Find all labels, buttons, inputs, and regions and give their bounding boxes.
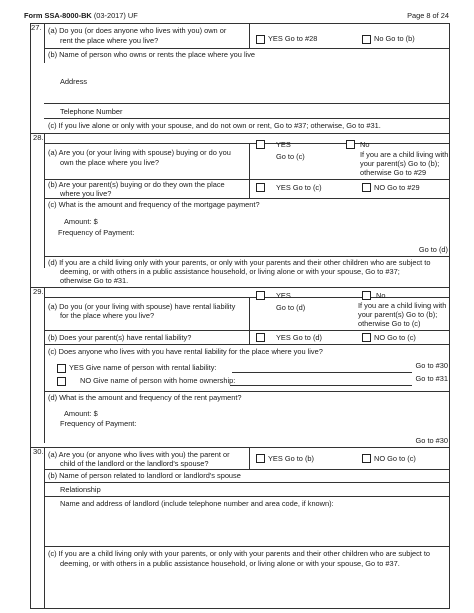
q27a-no-label: No Go to (b)	[374, 34, 415, 43]
q29a-no-note-2: your parent(s) Go to (b);	[358, 310, 438, 319]
q27-row-line	[44, 48, 449, 49]
q30-divider	[44, 447, 45, 608]
q27-divider	[44, 23, 45, 63]
q30a-no-label: NO Go to (c)	[374, 454, 416, 463]
page-number: Page 8 of 24	[407, 11, 449, 20]
q28c-frequency-label: Frequency of Payment:	[58, 228, 135, 237]
q30-row-line-2	[44, 482, 449, 483]
q27b-phone-label: Telephone Number	[60, 107, 123, 116]
q29a-no-checkbox[interactable]	[362, 291, 371, 300]
q28b-no-checkbox[interactable]	[362, 183, 371, 192]
q27a-label-line1: (a) Do you (or does anyone who lives with you) own or	[48, 26, 227, 35]
q28-row-line-2	[44, 198, 449, 199]
q29a-label-line1: (a) Do you (or your living with spouse) have rental liability	[48, 302, 236, 311]
q29a-no-note-3: otherwise Go to (c)	[358, 319, 421, 328]
question-number-29: 29.	[33, 287, 44, 296]
q29a-yes-checkbox[interactable]	[256, 291, 265, 300]
left-border	[30, 23, 31, 609]
q30b-label: (b) Name of person related to landlord or landlord's spouse	[48, 471, 241, 480]
q30b-relationship-label: Relationship	[60, 485, 101, 494]
q28a-no-note-1: If you are a child living with	[360, 150, 449, 159]
q28c-goto: Go to (d)	[418, 245, 448, 254]
q28a-yes-goto: Go to (c)	[276, 152, 305, 161]
q29c-yes-label: YES Give name of person with rental liability:	[69, 363, 217, 372]
q27-row-line-2	[44, 103, 449, 104]
q29-row-line-2	[44, 344, 449, 345]
q29a-no-note-1: If you are a child living with	[358, 301, 447, 310]
q28b-label-line2: where you live?	[60, 189, 112, 198]
q29-end-line	[30, 447, 449, 448]
q29c-yes-goto: Go to #30	[415, 361, 448, 370]
q28a-no-checkbox[interactable]	[346, 140, 355, 149]
q29b-no-checkbox[interactable]	[362, 333, 371, 342]
q28b-yes-label: YES Go to (c)	[276, 183, 322, 192]
q28c-label: (c) What is the amount and frequency of the mortgage payment?	[48, 200, 260, 209]
q29d-label: (d) What is the amount and frequency of the rent payment?	[48, 393, 242, 402]
q30-row-line-4	[44, 546, 449, 547]
q27c-instruction: (c) If you live alone or only with your spouse, and do not own or rent, Go to #37; otherwise, Go to #31.	[48, 121, 381, 130]
q28a-no-label: No	[360, 140, 370, 149]
q29c-yes-name-line	[232, 372, 412, 373]
right-border	[449, 23, 450, 609]
q27a-yes-checkbox[interactable]	[256, 35, 265, 44]
q30a-no-checkbox[interactable]	[362, 454, 371, 463]
form-id: Form SSA-8000-BK (03-2017) UF	[24, 11, 138, 20]
q28-row-line-3	[44, 256, 449, 257]
q30c-line2: deeming, or with others in a public assistance household, or living alone or with your spouse, Go to #37.	[60, 559, 400, 568]
q28a-no-note-3: otherwise Go to #29	[360, 168, 427, 177]
q27-end-line	[30, 133, 449, 134]
q30a-yes-label: YES Go to (b)	[268, 454, 315, 463]
q30a-yes-checkbox[interactable]	[256, 454, 265, 463]
q29-top-line	[44, 297, 449, 298]
q29c-yes-checkbox[interactable]	[57, 364, 66, 373]
q29d-frequency-label: Frequency of Payment:	[60, 419, 137, 428]
q28b-yes-checkbox[interactable]	[256, 183, 265, 192]
q28a-yes-checkbox[interactable]	[256, 140, 265, 149]
question-number-30: 30.	[33, 447, 44, 456]
bottom-border	[30, 608, 449, 609]
q29d-goto: Go to #30	[415, 436, 448, 445]
q29c-no-label: NO Give name of person with home ownership:	[80, 376, 236, 385]
q29c-no-goto: Go to #31	[415, 374, 448, 383]
q28-divider	[44, 133, 45, 268]
question-number-27: 27.	[31, 23, 42, 32]
q30b-landlord-label: Name and address of landlord (include telephone number and area code, if known):	[60, 499, 334, 508]
q27b-label: (b) Name of person who owns or rents the place where you live	[48, 50, 256, 59]
q28a-label-line2: own the place where you live?	[60, 158, 160, 167]
q30-row-line-3	[44, 496, 449, 497]
q27-row-line-3	[44, 118, 449, 119]
q29-divider	[44, 287, 45, 443]
q28c-amount-label: Amount: $	[64, 217, 98, 226]
q28a-no-note-2: your parent(s) Go to (b);	[360, 159, 440, 168]
q29a-no-label: No	[376, 291, 386, 300]
top-border	[30, 23, 449, 24]
q28-end-line	[30, 287, 449, 288]
q28d-line3: otherwise Go to #31.	[60, 276, 129, 285]
q29c-no-checkbox[interactable]	[57, 377, 66, 386]
q30c-line1: (c) If you are a child living only with your parents, or only with your parents and their other children who are subject to	[48, 549, 431, 558]
q29b-no-label: NO Go to (c)	[374, 333, 416, 342]
q27a-no-checkbox[interactable]	[362, 35, 371, 44]
question-number-28: 28.	[33, 133, 44, 142]
q29a-yes-label: YES	[276, 291, 291, 300]
q28-col-divider	[249, 143, 250, 198]
q27b-address-label: Address	[60, 77, 88, 86]
q29-row-line-3	[44, 391, 449, 392]
q28b-label-line1: (b) Are your parent(s) buying or do they own the place	[48, 180, 225, 189]
q29c-label: (c) Does anyone who lives with you have rental liability for the place where you live?	[48, 347, 323, 356]
q27a-col-divider	[249, 23, 250, 48]
q29b-label: (b) Does your parent(s) have rental liability?	[48, 333, 192, 342]
q28a-label-line1: (a) Are you (or your living with spouse) buying or do you	[48, 148, 231, 157]
q29d-amount-label: Amount: $	[64, 409, 98, 418]
q30-col-divider	[249, 447, 250, 469]
q27a-yes-label: YES Go to #28	[268, 34, 318, 43]
q27a-label-line2: rent the place where you live?	[60, 36, 159, 45]
q29b-yes-label: YES Go to (d)	[276, 333, 323, 342]
q29c-no-name-line	[230, 385, 412, 386]
q29-row-line	[44, 330, 449, 331]
q28a-yes-label: YES	[276, 140, 291, 149]
q28d-line1: (d) If you are a child living only with your parents, or only with your parents and their other children who are subject to	[48, 258, 431, 267]
q29a-label-line2: for the place where you live?	[60, 311, 155, 320]
q30a-label-line2: child of the landlord or the landlord's spouse?	[60, 459, 209, 468]
q28-top-line	[44, 143, 449, 144]
q29-col-divider	[249, 297, 250, 344]
q30-row-line	[44, 469, 449, 470]
q28b-no-label: NO Go to #29	[374, 183, 420, 192]
q30a-label-line1: (a) Are you (or anyone who lives with you) the parent or	[48, 450, 230, 459]
q29a-yes-goto: Go to (d)	[276, 303, 306, 312]
q28d-line2: deeming, or with others in a public assistance household, or living alone or with your spouse, Go to #37;	[60, 267, 400, 276]
q29b-yes-checkbox[interactable]	[256, 333, 265, 342]
